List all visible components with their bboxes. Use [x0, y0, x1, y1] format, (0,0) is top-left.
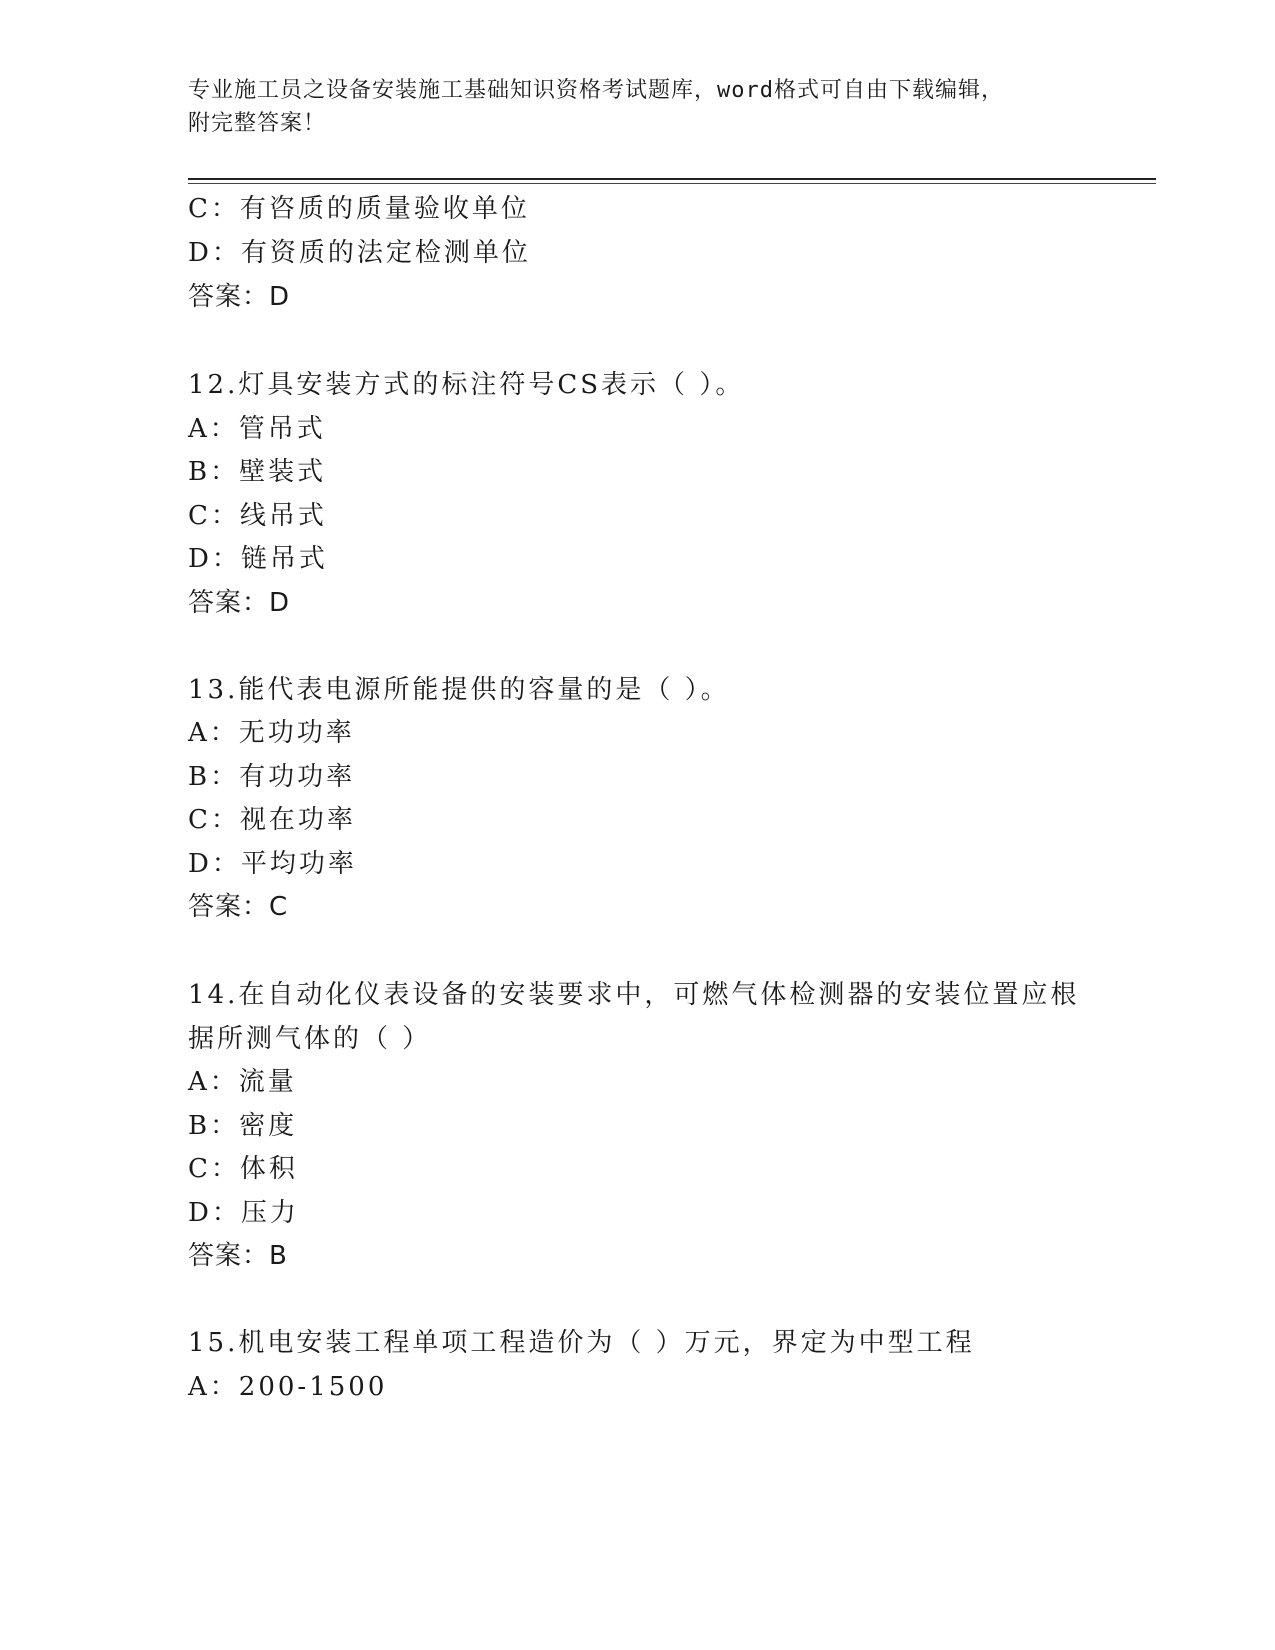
q15-question: 15.机电安装工程单项工程造价为（ ）万元，界定为中型工程: [188, 1328, 975, 1358]
header-divider-thick: [188, 178, 1156, 180]
q12-question: 12.灯具安装方式的标注符号CS表示（ ）。: [188, 370, 745, 400]
q14-option-c: C：体积: [188, 1154, 298, 1184]
q13-question: 13.能代表电源所能提供的容量的是（ ）。: [188, 675, 730, 705]
q12-option-d: D：链吊式: [188, 544, 328, 574]
q14-option-a: A：流量: [188, 1067, 297, 1097]
q12-answer: 答案：D: [188, 588, 291, 618]
header-line-2: 附完整答案！: [188, 111, 327, 136]
document-header: [188, 74, 1088, 140]
q14-answer: 答案：B: [188, 1241, 288, 1271]
q14-question-line-1: 14.在自动化仪表设备的安装要求中，可燃气体检测器的安装位置应根: [188, 980, 1080, 1010]
q15-option-a: A：200-1500: [188, 1372, 388, 1402]
q13-option-b: B：有功功率: [188, 762, 356, 792]
q12-option-c: C：线吊式: [188, 501, 327, 531]
q11-option-d: D：有资质的法定检测单位: [188, 238, 531, 268]
header-divider-thin: [188, 183, 1156, 184]
q11-option-c: C：有咨质的质量验收单位: [188, 194, 530, 224]
q13-option-d: D：平均功率: [188, 849, 357, 879]
header-line-1: 专业施工员之设备安装施工基础知识资格考试题库，word格式可自由下载编辑，: [188, 78, 1004, 103]
q12-option-b: B：壁装式: [188, 457, 327, 487]
q12-option-a: A：管吊式: [188, 414, 326, 444]
q13-option-c: C：视在功率: [188, 805, 356, 835]
q11-answer: 答案：D: [188, 282, 291, 312]
q13-answer: 答案：C: [188, 892, 289, 922]
q14-question-line-2: 据所测气体的（ ）: [188, 1024, 432, 1054]
q14-option-b: B：密度: [188, 1111, 298, 1141]
q14-option-d: D：压力: [188, 1198, 299, 1228]
q13-option-a: A：无功功率: [188, 718, 355, 748]
